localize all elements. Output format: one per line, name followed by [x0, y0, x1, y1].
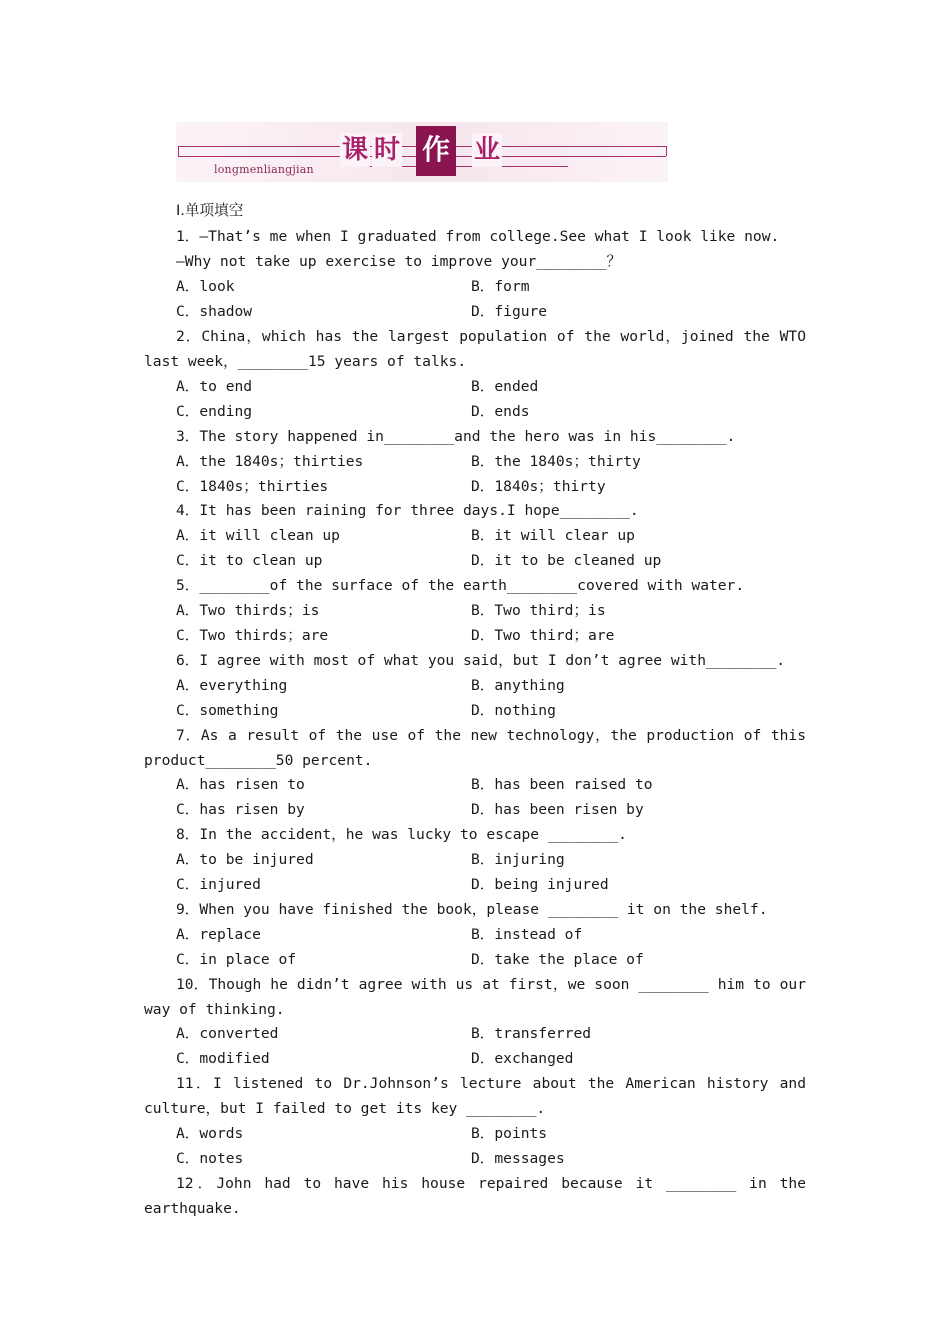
- answer-option: D．exchanged: [471, 1050, 574, 1067]
- answer-option: A．has risen to: [176, 776, 305, 793]
- question-stem: —Why not take up exercise to improve your________？: [176, 253, 622, 270]
- question-stem: way of thinking.: [144, 1001, 285, 1018]
- answer-option: B．points: [471, 1125, 548, 1142]
- answer-option: D．figure: [471, 303, 548, 320]
- question-stem: 11．I listened to Dr.Johnson’s lecture about the American history and: [176, 1075, 806, 1092]
- banner-title-char: 业: [474, 135, 501, 165]
- answer-option: A．words: [176, 1125, 244, 1142]
- answer-option: D．ends: [471, 403, 530, 420]
- question-stem: 2．China，which has the largest population of the world，joined the WTO: [176, 328, 806, 345]
- answer-option: C．1840s；thirties: [176, 478, 329, 495]
- answer-option: A．to end: [176, 378, 253, 395]
- question-stem: culture，but I failed to get its key ________.: [144, 1100, 546, 1117]
- answer-option: D．messages: [471, 1150, 565, 1167]
- answer-option: B．it will clear up: [471, 527, 635, 544]
- answer-option: B．instead of: [471, 926, 583, 943]
- question-stem: 7．As a result of the use of the new technology，the production of this: [176, 727, 806, 744]
- answer-option: A．it will clean up: [176, 527, 340, 544]
- answer-option: D．1840s；thirty: [471, 478, 606, 495]
- question-stem: 4．It has been raining for three days.I hope________.: [176, 502, 639, 519]
- answer-option: D．being injured: [471, 876, 609, 893]
- question-stem: 1．—That’s me when I graduated from college.See what I look like now.: [176, 228, 780, 245]
- answer-option: D．Two third；are: [471, 627, 615, 644]
- answer-option: A．everything: [176, 677, 288, 694]
- answer-option: B．the 1840s；thirty: [471, 453, 641, 470]
- question-stem: 10．Though he didn’t agree with us at first，we soon ________ him to our: [176, 976, 806, 993]
- section-title: Ⅰ.单项填空: [176, 202, 244, 219]
- answer-option: C．in place of: [176, 951, 297, 968]
- answer-option: B．ended: [471, 378, 539, 395]
- answer-option: A．the 1840s；thirties: [176, 453, 364, 470]
- banner-title-char: 时: [374, 135, 401, 165]
- question-stem: 6．I agree with most of what you said，but I don’t agree with________.: [176, 652, 786, 669]
- banner-rule: [178, 146, 179, 156]
- answer-option: C．something: [176, 702, 279, 719]
- answer-option: C．shadow: [176, 303, 253, 320]
- question-stem: product________50 percent.: [144, 752, 373, 769]
- question-stem: 8．In the accident，he was lucky to escape ________.: [176, 826, 627, 843]
- answer-option: B．Two third；is: [471, 602, 606, 619]
- answer-option: B．form: [471, 278, 530, 295]
- banner-subtitle: longmenliangjian: [214, 163, 314, 176]
- question-stem: 5．________of the surface of the earth________covered with water.: [176, 577, 745, 594]
- question-stem: 12．John had to have his house repaired because it ________ in the: [176, 1175, 806, 1192]
- answer-option: B．has been raised to: [471, 776, 653, 793]
- question-stem: 9．When you have finished the book，please ________ it on the shelf.: [176, 901, 768, 918]
- answer-option: B．transferred: [471, 1025, 592, 1042]
- question-stem: earthquake.: [144, 1200, 241, 1217]
- answer-option: A．look: [176, 278, 235, 295]
- answer-option: A．to be injured: [176, 851, 314, 868]
- answer-option: C．Two thirds；are: [176, 627, 329, 644]
- answer-option: C．ending: [176, 403, 253, 420]
- answer-option: A．replace: [176, 926, 261, 943]
- banner-title-char-highlight: 作: [416, 126, 456, 176]
- answer-option: A．Two thirds；is: [176, 602, 320, 619]
- banner-title-char: 课: [342, 135, 369, 165]
- answer-option: C．has risen by: [176, 801, 305, 818]
- answer-option: D．nothing: [471, 702, 556, 719]
- answer-option: C．injured: [176, 876, 261, 893]
- answer-option: D．has been risen by: [471, 801, 644, 818]
- answer-option: C．modified: [176, 1050, 270, 1067]
- answer-option: C．it to clean up: [176, 552, 323, 569]
- answer-option: B．anything: [471, 677, 565, 694]
- lesson-banner: [176, 122, 668, 182]
- question-stem: last week，________15 years of talks.: [144, 353, 467, 370]
- banner-rule: [666, 146, 667, 156]
- answer-option: A．converted: [176, 1025, 279, 1042]
- answer-option: B．injuring: [471, 851, 565, 868]
- answer-option: C．notes: [176, 1150, 244, 1167]
- answer-option: D．it to be cleaned up: [471, 552, 662, 569]
- question-stem: 3．The story happened in________and the hero was in his________.: [176, 428, 736, 445]
- answer-option: D．take the place of: [471, 951, 644, 968]
